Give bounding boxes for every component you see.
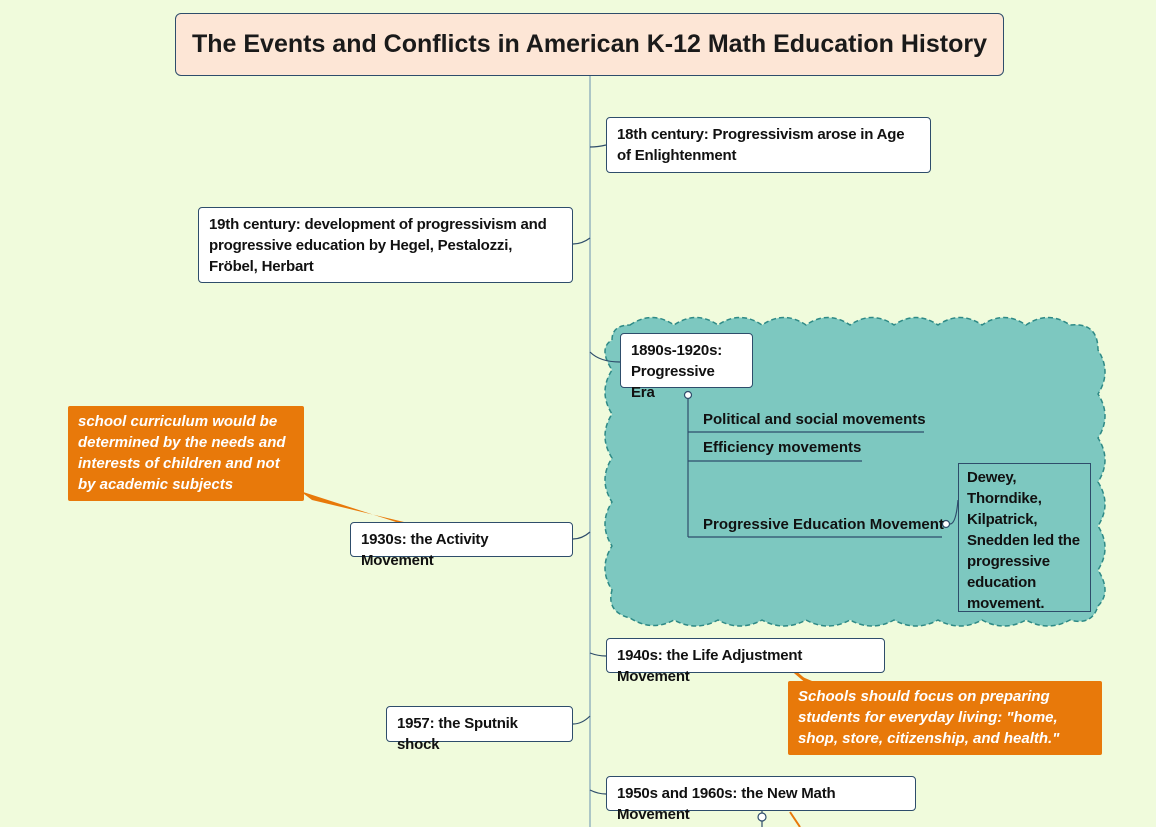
node-19th-century[interactable]: 19th century: development of progressivism and progressive education by Hegel, Pestalozzi, Fröbel, Herbart (198, 207, 573, 283)
node-new-math-movement[interactable]: 1950s and 1960s: the New Math Movement (606, 776, 916, 811)
node-progressive-era[interactable]: 1890s-1920s: Progressive Era (620, 333, 753, 388)
node-progressive-education-movement[interactable]: Progressive Education Movement (703, 516, 944, 533)
node-18th-century[interactable]: 18th century: Progressivism arose in Age of Enlightenment (606, 117, 931, 173)
node-efficiency-movements[interactable]: Efficiency movements (703, 439, 862, 456)
note-life-adjustment: Schools should focus on preparing students for everyday living: "home, shop, store, citizenship, and health." (788, 681, 1102, 755)
node-activity-movement[interactable]: 1930s: the Activity Movement (350, 522, 573, 557)
note-activity-movement: school curriculum would be determined by the needs and interests of children and not by academic subjects (68, 406, 304, 501)
diagram-title: The Events and Conflicts in American K-12 Math Education History (175, 13, 1004, 76)
node-political-social-movements[interactable]: Political and social movements (703, 411, 926, 428)
node-sputnik-shock[interactable]: 1957: the Sputnik shock (386, 706, 573, 742)
node-dewey-thorndike[interactable]: Dewey, Thorndike, Kilpatrick, Snedden led the progressive education movement. (958, 463, 1091, 612)
node-life-adjustment-movement[interactable]: 1940s: the Life Adjustment Movement (606, 638, 885, 673)
